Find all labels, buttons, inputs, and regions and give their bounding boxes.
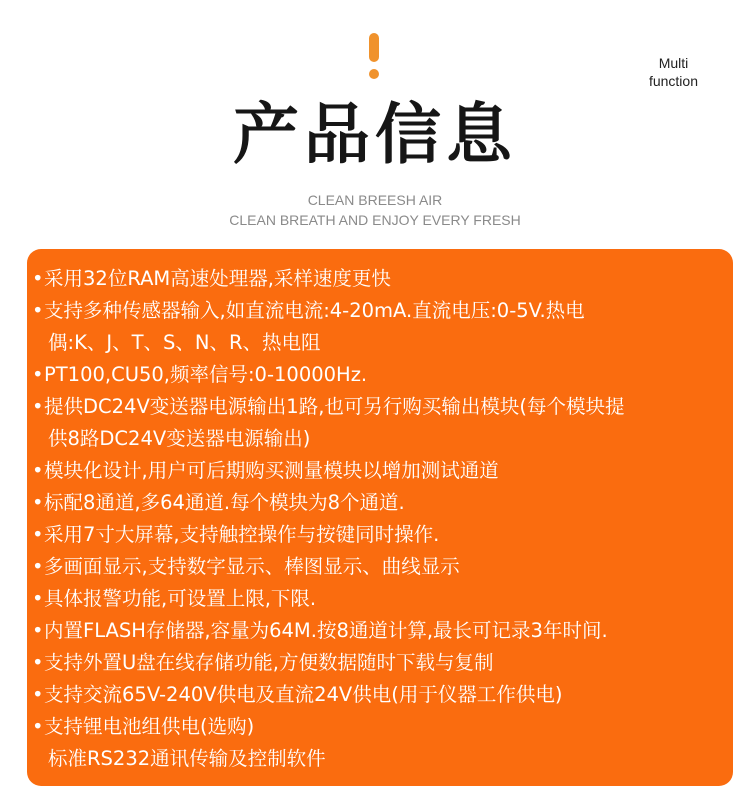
feature-item: •具体报警功能,可设置上限,下限. [32, 583, 727, 615]
feature-panel [27, 249, 733, 786]
bullet-icon: • [32, 715, 44, 738]
feature-item-continued: 供8路DC24V变送器电源输出) [48, 427, 311, 450]
subtitle-2: CLEAN BREATH AND ENJOY EVERY FRESH [229, 212, 521, 228]
subtitle-1: CLEAN BREESH AIR [307, 192, 443, 208]
bullet-icon: • [32, 299, 44, 322]
bullet-icon: • [32, 363, 44, 386]
bullet-icon: • [32, 555, 44, 578]
feature-item: •支持外置U盘在线存储功能,方便数据随时下载与复制 [32, 647, 727, 679]
feature-item: •标配8通道,多64通道.每个模块为8个通道. [32, 487, 727, 519]
feature-item: •多画面显示,支持数字显示、棒图显示、曲线显示 [32, 551, 727, 583]
bullet-icon: • [32, 523, 44, 546]
feature-item: •PT100,CU50,频率信号:0-10000Hz. [32, 359, 727, 391]
bullet-icon: • [32, 619, 44, 642]
bullet-icon: • [32, 587, 44, 610]
feature-item: •采用32位RAM高速处理器,采样速度更快 [32, 263, 727, 295]
feature-item-continued: 偶:K、J、T、S、N、R、热电阻 [48, 331, 321, 354]
multi-function-label [649, 54, 698, 90]
feature-item: •模块化设计,用户可后期购买测量模块以增加测试通道 [32, 455, 727, 487]
feature-item: •支持交流65V-240V供电及直流24V供电(用于仪器工作供电) [32, 679, 727, 711]
bullet-icon: • [32, 651, 44, 674]
bullet-icon: • [32, 395, 44, 418]
function-text: function [648, 73, 698, 89]
bullet-icon: • [32, 491, 44, 514]
feature-item: •支持锂电池组供电(选购) [32, 711, 727, 743]
multi-text: Multi [658, 55, 689, 71]
feature-item: •提供DC24V变送器电源输出1路,也可另行购买输出模块(每个模块提 [32, 391, 727, 423]
feature-item: •采用7寸大屏幕,支持触控操作与按键同时操作. [32, 519, 727, 551]
bullet-icon: • [32, 683, 44, 706]
feature-item: •内置FLASH存储器,容量为64M.按8通道计算,最长可记录3年时间. [32, 615, 727, 647]
feature-item: •支持多种传感器输入,如直流电流:4-20mA.直流电压:0-5V.热电 [32, 295, 727, 327]
feature-item-continued: 标准RS232通讯传输及控制软件 [48, 747, 326, 770]
exclamation-icon [369, 33, 379, 79]
feature-list [32, 263, 727, 775]
bullet-icon: • [32, 459, 44, 482]
bullet-icon: • [32, 267, 44, 290]
page-title: 产品信息 [233, 96, 517, 173]
